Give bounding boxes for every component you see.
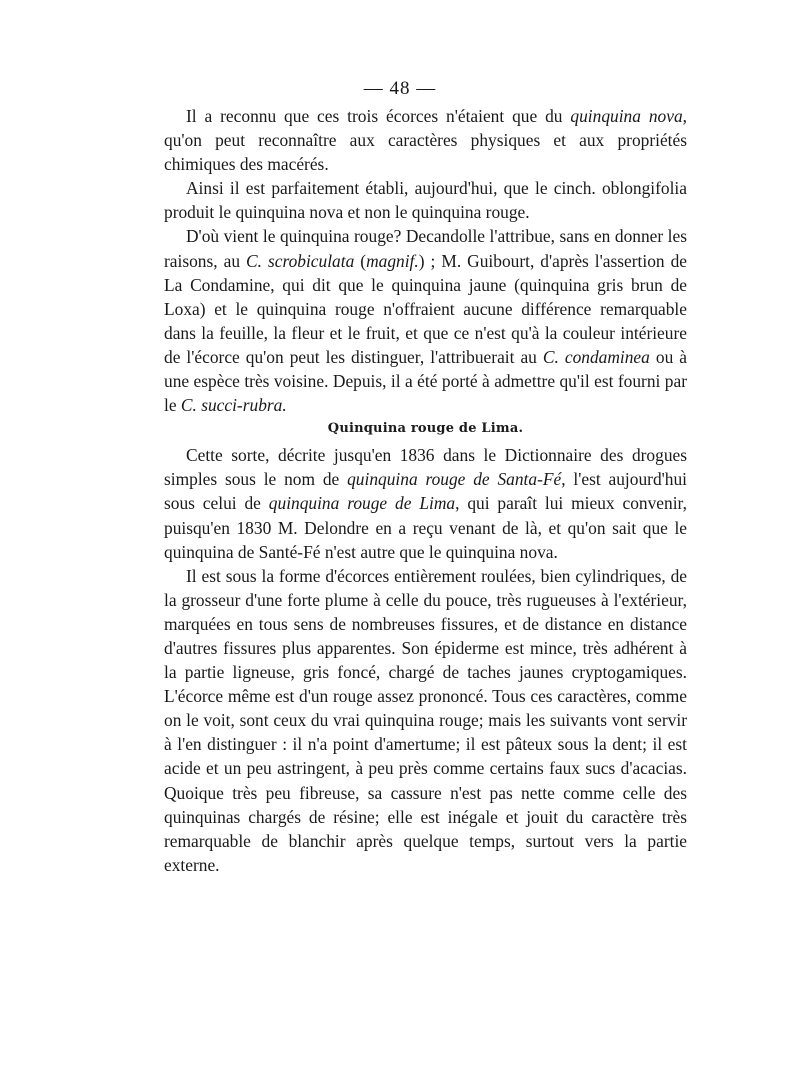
italic-run: quinquina nova bbox=[570, 106, 683, 126]
page-number: — 48 — bbox=[363, 78, 437, 99]
paragraph bbox=[164, 224, 687, 417]
text-run: , qui paraît lui mieux convenir, puisqu'en 1830 M. Delondre en a reçu venant de là, et qu'on sait que le quinquina de Santé-Fé n'est autre que le quinquina nova. bbox=[164, 493, 687, 562]
text-run: ou à une espèce très voisine. Depuis, il a été porté à admettre qu'il est fourni par le bbox=[164, 346, 687, 416]
italic-run: quinquina rouge de Santa-Fé bbox=[347, 469, 562, 490]
paragraph bbox=[164, 564, 687, 877]
section-heading: Quinquina rouge de Lima. bbox=[327, 421, 524, 437]
text-run: Il est sous la forme d'écorces entièrement roulées, bien cylindriques, de la grosseur d'une forte plume à celle du pouce, très rugueuses à l'extérieur, marquées en tous sens de nombreuses fissures, et de distance en distance d'autres fissures plus apparentes. Son épiderme est mince, très adhérent à la partie ligneuse, gris foncé, chargé de taches jaunes cryptogamiques. L'écorce même est d'un rouge assez prononcé. Tous ces caractères, comme on le voit, sont ceux du vrai quinquina rouge; mais les suivants vont servir à l'en distinguer : il n'a point d'amertume; il est pâteux sous la dent; il est acide et un peu astringent, à peu près comme certains faux sucs d'acacias. Quoique très peu fibreuse, sa cassure n'est pas nette comme celle des quinquinas chargés de résine; elle est inégale et jouit du caractère très remarquable de blanchir après quelque temps, surtout vers la partie externe. bbox=[164, 565, 687, 875]
body-text bbox=[164, 104, 687, 877]
italic-run: C. succi-rubra. bbox=[180, 395, 287, 416]
text-run: , qu'on peut reconnaître aux caractères physiques et aux propriétés chimiques des macérés. bbox=[164, 106, 688, 175]
italic-run: C. condaminea bbox=[542, 346, 650, 367]
text-run: ) ; M. Guibourt, d'après l'assertion de La Condamine, qui dit que le quinquina jaune (quinquina gris brun de Loxa) et le quinquina rouge n'offraient aucune différence remarquable dans la feuille, la fleur et le fruit, et que ce n'est qu'à la couleur intérieure de l'écorce qu'on peut les distinguer, l'attribuerait au bbox=[164, 250, 688, 367]
text-run: Il a reconnu que ces trois écorces n'étaient que du bbox=[186, 106, 571, 126]
italic-run: C. scrobiculata bbox=[246, 250, 355, 271]
italic-run: magnif. bbox=[366, 250, 419, 271]
paragraphs-top bbox=[164, 104, 687, 417]
italic-run: quinquina rouge de Lima bbox=[268, 493, 456, 514]
paragraphs-bottom bbox=[164, 443, 687, 877]
text-run: Ainsi il est parfaitement établi, aujourd'hui, que le cinch. oblongifolia produit le quinquina nova et non le quinquina rouge. bbox=[164, 178, 687, 223]
text-run: D'où vient le quinquina rouge? Decandolle l'attribue, sans en donner les raisons, au bbox=[164, 226, 687, 271]
text-run: , l'est aujourd'hui sous celui de bbox=[164, 469, 687, 514]
paragraph bbox=[164, 104, 687, 176]
text-run: Cette sorte, décrite jusqu'en 1836 dans le Dictionnaire des drogues simples sous le nom de bbox=[164, 445, 687, 490]
paragraph bbox=[164, 443, 687, 563]
text-run: ( bbox=[354, 250, 367, 271]
paragraph bbox=[164, 176, 687, 224]
